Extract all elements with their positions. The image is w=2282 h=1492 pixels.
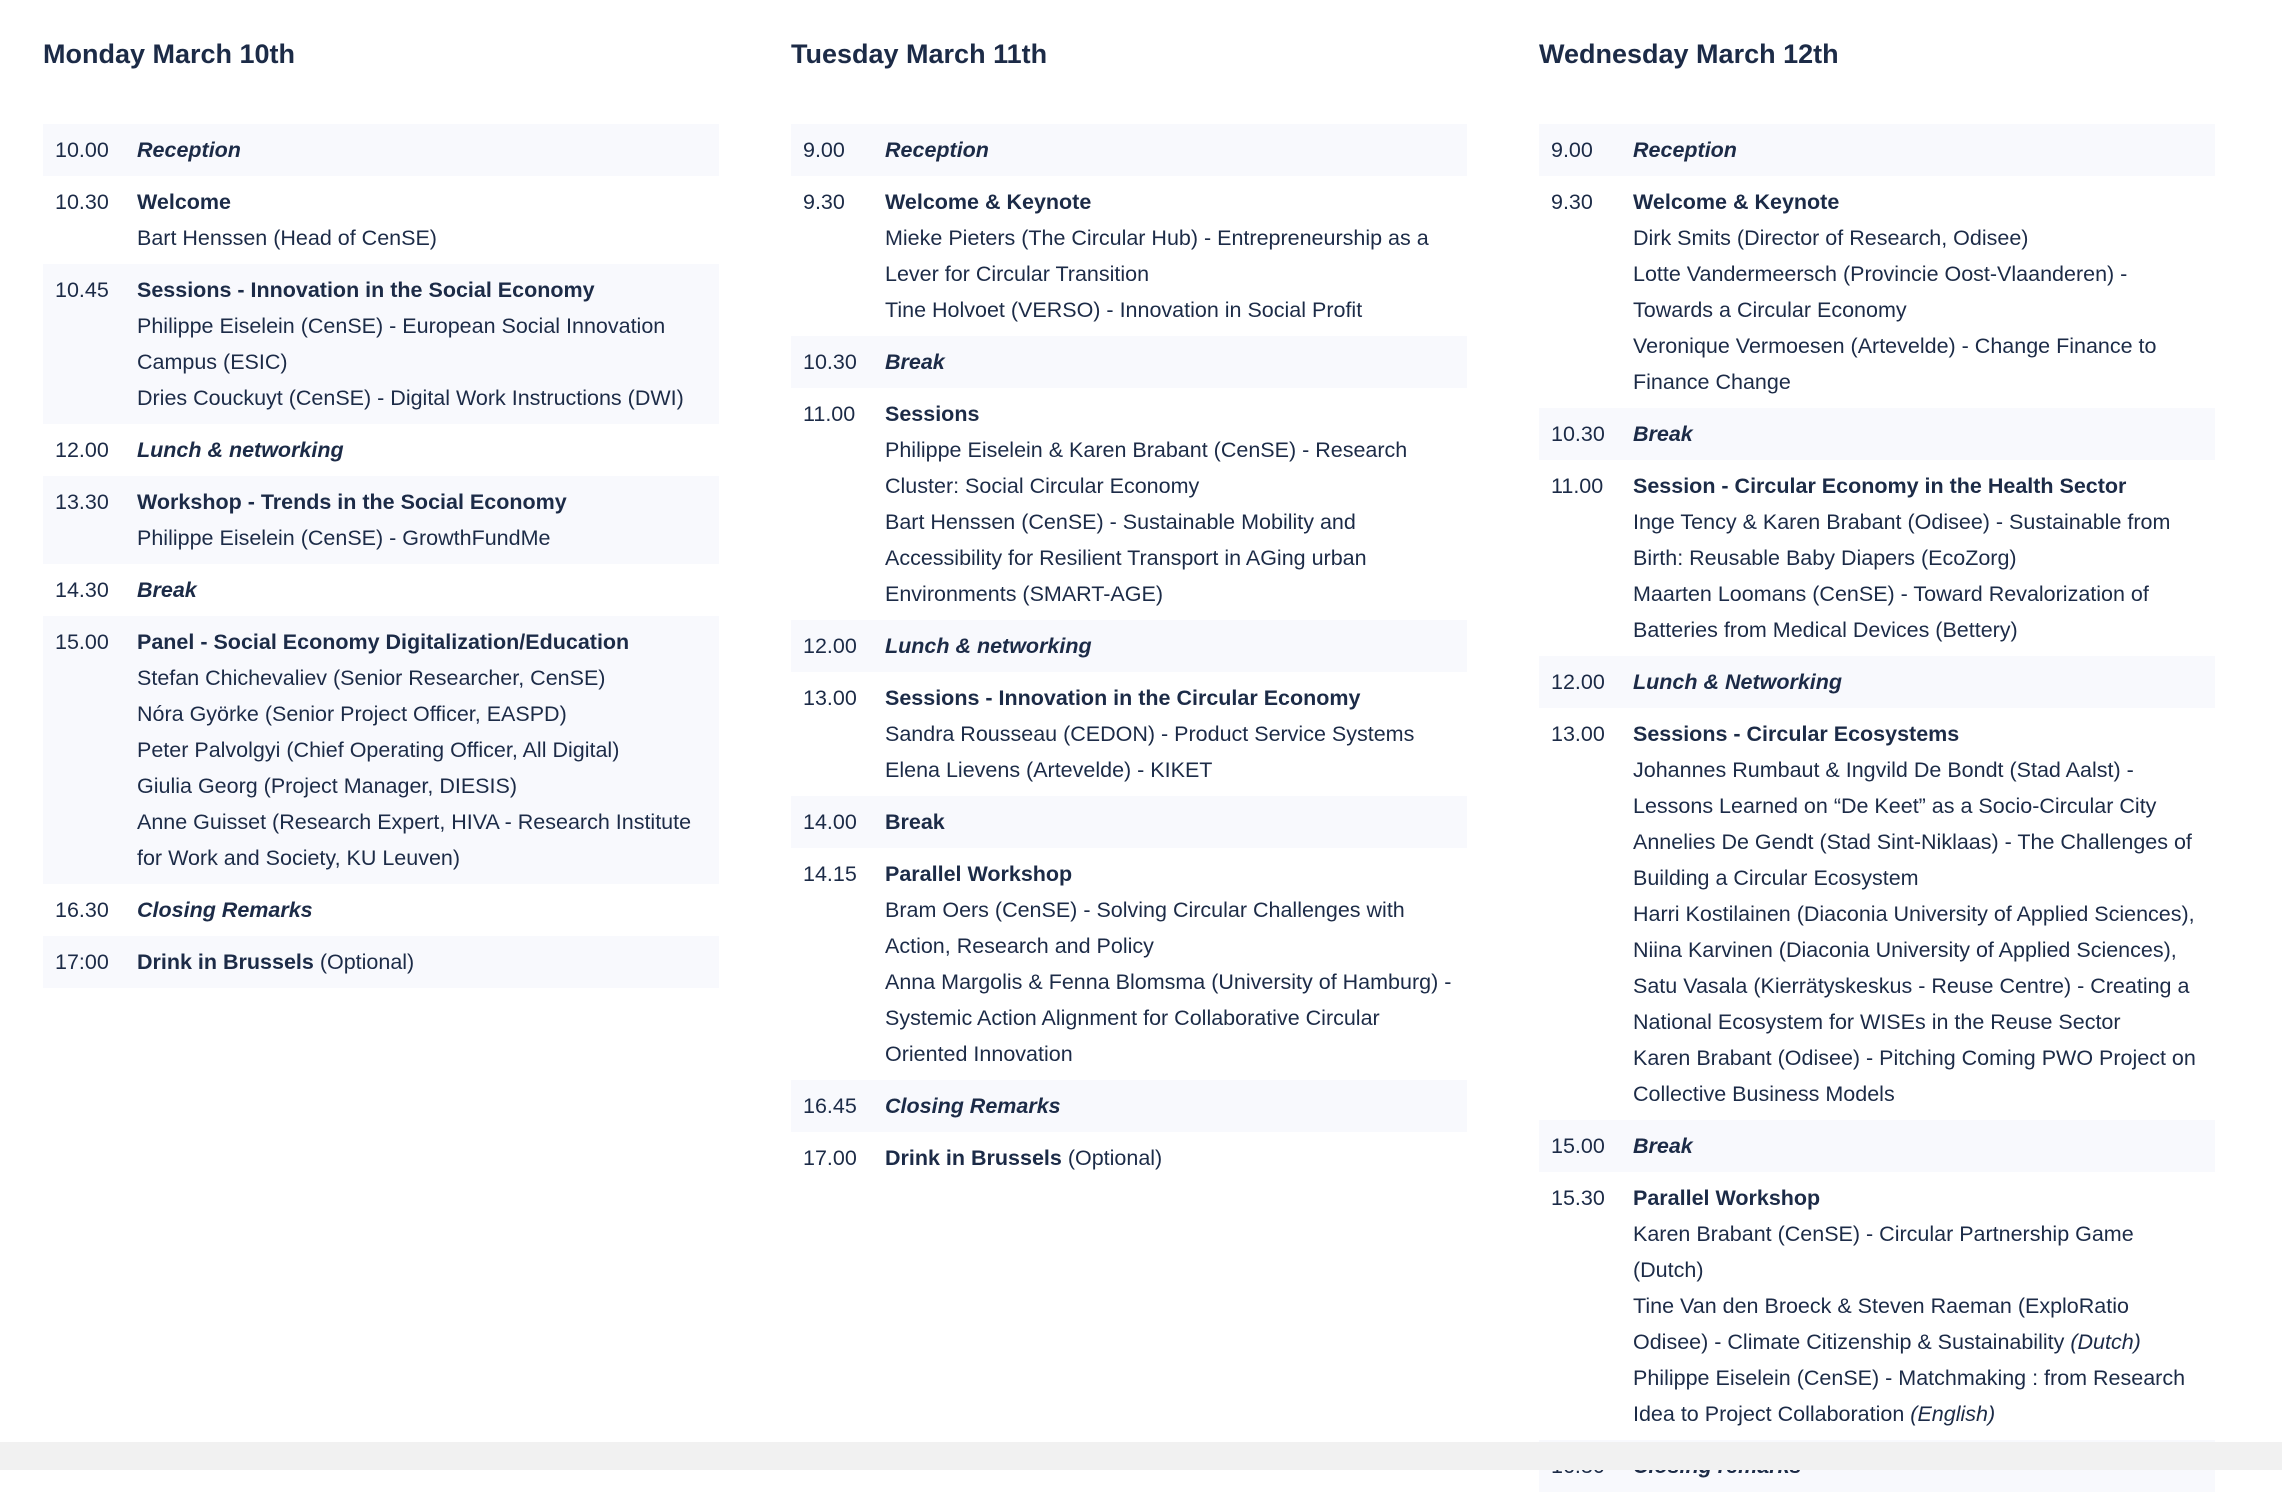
agenda-content — [1633, 132, 2215, 168]
agenda-row — [1539, 460, 2215, 656]
agenda-heading — [1633, 664, 2201, 700]
agenda-list — [43, 124, 719, 988]
agenda-content — [1633, 716, 2215, 1112]
agenda-row — [791, 336, 1467, 388]
speaker-text: Anna Margolis & Fenna Blomsma (University of Hamburg) - Systemic Action Alignment for Collaborative Circular Oriented Innovation — [885, 970, 1452, 1066]
speaker-text: Inge Tency & Karen Brabant (Odisee) - Sustainable from Birth: Reusable Baby Diapers (EcoZorg) — [1633, 510, 2171, 570]
agenda-title: Parallel Workshop — [1633, 1186, 1821, 1210]
agenda-speaker-line — [1633, 752, 2201, 824]
agenda-row — [1539, 656, 2215, 708]
agenda-content — [137, 272, 719, 416]
agenda-heading — [885, 396, 1453, 432]
agenda-row — [43, 176, 719, 264]
agenda-time: 10.00 — [55, 138, 109, 162]
agenda-time: 13.00 — [803, 686, 857, 710]
agenda-content — [885, 856, 1467, 1072]
agenda-title: Break — [137, 578, 197, 602]
agenda-heading — [885, 680, 1453, 716]
agenda-row — [43, 476, 719, 564]
agenda-heading — [137, 944, 705, 980]
agenda-content — [885, 804, 1467, 840]
agenda-title: Reception — [137, 138, 241, 162]
agenda-content — [1633, 468, 2215, 648]
agenda-content — [137, 184, 719, 256]
agenda-heading — [885, 804, 1453, 840]
agenda-content — [885, 344, 1467, 380]
agenda-speaker-line — [885, 504, 1453, 612]
agenda-heading — [137, 484, 705, 520]
agenda-speaker-line — [885, 432, 1453, 504]
agenda-title: Drink in Brussels — [885, 1146, 1062, 1170]
agenda-time: 16.45 — [803, 1094, 857, 1118]
agenda-title: Lunch & networking — [137, 438, 344, 462]
day-column — [1539, 34, 2215, 1492]
agenda-title: Parallel Workshop — [885, 862, 1073, 886]
agenda-content — [885, 396, 1467, 612]
day-title: Monday March 10th — [43, 39, 296, 69]
agenda-heading — [885, 344, 1453, 380]
agenda-content — [137, 432, 719, 468]
agenda-content — [137, 132, 719, 168]
language-note: (Dutch) — [2070, 1330, 2141, 1354]
agenda-title: Reception — [885, 138, 989, 162]
agenda-heading — [137, 272, 705, 308]
agenda-heading — [885, 184, 1453, 220]
agenda-time: 14.15 — [803, 862, 857, 886]
agenda-row — [791, 796, 1467, 848]
agenda-title: Closing Remarks — [885, 1094, 1061, 1118]
agenda-row — [43, 884, 719, 936]
speaker-text: Karen Brabant (CenSE) - Circular Partnership Game (Dutch) — [1633, 1222, 2134, 1282]
speaker-text: Philippe Eiselein & Karen Brabant (CenSE) - Research Cluster: Social Circular Economy — [885, 438, 1408, 498]
agenda-title: Sessions - Circular Ecosystems — [1633, 722, 1960, 746]
speaker-text: Harri Kostilainen (Diaconia University of Applied Sciences), Niina Karvinen (Diaconia University of Applied Sciences), Satu Vasala (Kierrätyskeskus - Reuse Centre) - Creating a National Ecosystem for WISEs in the Reuse Sector — [1633, 902, 2195, 1034]
agenda-row — [43, 616, 719, 884]
agenda-time: 13.30 — [55, 490, 109, 514]
agenda-time: 15.00 — [55, 630, 109, 654]
agenda-content — [137, 944, 719, 980]
agenda-heading — [137, 624, 705, 660]
agenda-time: 17:00 — [55, 950, 109, 974]
agenda-title: Panel - Social Economy Digitalization/Education — [137, 630, 630, 654]
speaker-text: Johannes Rumbaut & Ingvild De Bondt (Stad Aalst) - Lessons Learned on “De Keet” as a Socio-Circular City — [1633, 758, 2157, 818]
speaker-text: Maarten Loomans (CenSE) - Toward Revalorization of Batteries from Medical Devices (Bettery) — [1633, 582, 2149, 642]
agenda-content — [1633, 416, 2215, 452]
agenda-speaker-line — [1633, 220, 2201, 256]
agenda-speaker-line — [885, 892, 1453, 964]
agenda-speaker-line — [1633, 1040, 2201, 1112]
agenda-row — [791, 176, 1467, 336]
agenda-content — [137, 484, 719, 556]
speaker-text: Annelies De Gendt (Stad Sint-Niklaas) - The Challenges of Building a Circular Ecosystem — [1633, 830, 2192, 890]
agenda-title: Break — [1633, 1134, 1693, 1158]
speaker-text: Stefan Chichevaliev (Senior Researcher, CenSE) — [137, 666, 606, 690]
agenda-heading — [137, 892, 705, 928]
agenda-content — [137, 624, 719, 876]
agenda-row — [43, 424, 719, 476]
agenda-content — [1633, 184, 2215, 400]
agenda-row — [791, 1080, 1467, 1132]
agenda-speaker-line — [1633, 1216, 2201, 1288]
agenda-row — [1539, 408, 2215, 460]
agenda-title: Closing Remarks — [137, 898, 313, 922]
agenda-content — [137, 892, 719, 928]
speaker-text: Karen Brabant (Odisee) - Pitching Coming PWO Project on Collective Business Models — [1633, 1046, 2196, 1106]
agenda-heading — [1633, 416, 2201, 452]
agenda-speaker-line — [1633, 896, 2201, 1040]
speaker-text: Bram Oers (CenSE) - Solving Circular Challenges with Action, Research and Policy — [885, 898, 1405, 958]
speaker-text: Nóra Györke (Senior Project Officer, EASPD) — [137, 702, 567, 726]
agenda-title: Reception — [1633, 138, 1737, 162]
agenda-row — [43, 124, 719, 176]
agenda-title-suffix: (Optional) — [313, 950, 415, 974]
agenda-row — [1539, 124, 2215, 176]
agenda-heading — [1633, 716, 2201, 752]
agenda-row — [791, 848, 1467, 1080]
agenda-title: Drink in Brussels — [137, 950, 314, 974]
speaker-text: Bart Henssen (CenSE) - Sustainable Mobility and Accessibility for Resilient Transport in AGing urban Environments (SMART-AGE) — [885, 510, 1367, 606]
speaker-text: Philippe Eiselein (CenSE) - European Social Innovation Campus (ESIC) — [137, 314, 666, 374]
speaker-text: Giulia Georg (Project Manager, DIESIS) — [137, 774, 517, 798]
agenda-title: Break — [885, 810, 945, 834]
agenda-speaker-line — [1633, 256, 2201, 328]
agenda-speaker-line — [137, 732, 705, 768]
agenda-speaker-line — [885, 716, 1453, 752]
agenda-heading — [1633, 1128, 2201, 1164]
agenda-heading — [137, 132, 705, 168]
agenda-content — [1633, 664, 2215, 700]
agenda-list — [1539, 124, 2215, 1492]
agenda-content — [885, 680, 1467, 788]
agenda-row — [43, 264, 719, 424]
agenda-speaker-line — [137, 380, 705, 416]
agenda-time: 14.00 — [803, 810, 857, 834]
agenda-time: 14.30 — [55, 578, 109, 602]
agenda-time: 10.45 — [55, 278, 109, 302]
agenda-speaker-line — [137, 308, 705, 380]
agenda-row — [791, 388, 1467, 620]
agenda-title: Welcome — [137, 190, 231, 214]
day-title: Tuesday March 11th — [791, 39, 1048, 69]
agenda-speaker-line — [885, 752, 1453, 788]
agenda-speaker-line — [1633, 504, 2201, 576]
day-title: Wednesday March 12th — [1539, 39, 1839, 69]
agenda-time: 9.00 — [803, 138, 845, 162]
agenda-title: Welcome & Keynote — [885, 190, 1092, 214]
agenda-time: 10.30 — [1551, 422, 1605, 446]
agenda-time: 15.00 — [1551, 1134, 1605, 1158]
agenda-heading — [1633, 184, 2201, 220]
agenda-row — [1539, 1120, 2215, 1172]
agenda-content — [885, 1088, 1467, 1124]
agenda-time: 16.30 — [55, 898, 109, 922]
agenda-speaker-line — [137, 220, 705, 256]
bottom-bar — [0, 1442, 2282, 1470]
agenda-speaker-line — [1633, 576, 2201, 648]
agenda-heading — [885, 1140, 1453, 1176]
agenda-title: Lunch & networking — [885, 634, 1092, 658]
agenda-title-suffix: (Optional) — [1061, 1146, 1163, 1170]
agenda-speaker-line — [137, 520, 705, 556]
agenda-heading — [885, 628, 1453, 664]
speaker-text: Bart Henssen (Head of CenSE) — [137, 226, 437, 250]
agenda-row — [791, 620, 1467, 672]
agenda-row — [1539, 708, 2215, 1120]
speaker-text: Sandra Rousseau (CEDON) - Product Service Systems — [885, 722, 1415, 746]
agenda-heading — [137, 184, 705, 220]
agenda-list — [791, 124, 1467, 1184]
agenda-content — [885, 628, 1467, 664]
speaker-text: Philippe Eiselein (CenSE) - GrowthFundMe — [137, 526, 551, 550]
agenda-heading — [137, 432, 705, 468]
agenda-time: 12.00 — [803, 634, 857, 658]
speaker-text: Elena Lievens (Artevelde) - KIKET — [885, 758, 1213, 782]
agenda-row — [1539, 176, 2215, 408]
agenda-speaker-line — [885, 292, 1453, 328]
agenda-speaker-line — [137, 768, 705, 804]
agenda-row — [43, 936, 719, 988]
agenda-title: Session - Circular Economy in the Health Sector — [1633, 474, 2127, 498]
agenda-title: Sessions - Innovation in the Circular Economy — [885, 686, 1361, 710]
agenda-content — [885, 132, 1467, 168]
language-note: (English) — [1910, 1402, 1996, 1426]
speaker-text: Peter Palvolgyi (Chief Operating Officer, All Digital) — [137, 738, 620, 762]
agenda-speaker-line — [885, 964, 1453, 1072]
agenda-time: 11.00 — [1551, 474, 1604, 498]
agenda-heading — [885, 1088, 1453, 1124]
agenda-content — [1633, 1128, 2215, 1164]
speaker-text: Philippe Eiselein (CenSE) - Matchmaking : from Research Idea to Project Collaboration — [1633, 1366, 2186, 1426]
agenda-row — [791, 1132, 1467, 1184]
agenda-time: 15.30 — [1551, 1186, 1605, 1210]
agenda-row — [43, 564, 719, 616]
speaker-text: Tine Holvoet (VERSO) - Innovation in Social Profit — [885, 298, 1363, 322]
agenda-speaker-line — [137, 804, 705, 876]
agenda-time: 10.30 — [55, 190, 109, 214]
agenda-speaker-line — [1633, 328, 2201, 400]
agenda-speaker-line — [885, 220, 1453, 292]
agenda-speaker-line — [137, 696, 705, 732]
agenda-time: 17.00 — [803, 1146, 857, 1170]
agenda-time: 12.00 — [1551, 670, 1605, 694]
speaker-text: Dries Couckuyt (CenSE) - Digital Work Instructions (DWI) — [137, 386, 684, 410]
agenda-title: Break — [885, 350, 945, 374]
agenda-title: Welcome & Keynote — [1633, 190, 1840, 214]
agenda-title: Sessions - Innovation in the Social Economy — [137, 278, 595, 302]
agenda-row — [791, 124, 1467, 176]
speaker-text: Anne Guisset (Research Expert, HIVA - Research Institute for Work and Society, KU Leuven) — [137, 810, 692, 870]
agenda-time: 9.00 — [1551, 138, 1593, 162]
agenda-content — [885, 1140, 1467, 1176]
agenda-time: 9.30 — [803, 190, 845, 214]
speaker-text: Dirk Smits (Director of Research, Odisee) — [1633, 226, 2029, 250]
agenda-title: Lunch & Networking — [1633, 670, 1843, 694]
agenda-content — [1633, 1180, 2215, 1432]
agenda-time: 10.30 — [803, 350, 857, 374]
agenda-time: 11.00 — [803, 402, 856, 426]
agenda-heading — [1633, 468, 2201, 504]
speaker-text: Mieke Pieters (The Circular Hub) - Entrepreneurship as a Lever for Circular Transition — [885, 226, 1429, 286]
agenda-content — [137, 572, 719, 608]
agenda-time: 13.00 — [1551, 722, 1605, 746]
speaker-text: Lotte Vandermeersch (Provincie Oost-Vlaanderen) - Towards a Circular Economy — [1633, 262, 2128, 322]
agenda-title: Workshop - Trends in the Social Economy — [137, 490, 567, 514]
agenda-speaker-line — [1633, 1360, 2201, 1432]
agenda-speaker-line — [1633, 824, 2201, 896]
agenda-heading — [1633, 1180, 2201, 1216]
agenda-row — [1539, 1172, 2215, 1440]
agenda-title: Sessions — [885, 402, 980, 426]
agenda-heading — [885, 856, 1453, 892]
agenda-title: Break — [1633, 422, 1693, 446]
speaker-text: Tine Van den Broeck & Steven Raeman (ExploRatio Odisee) - Climate Citizenship & Sustainability — [1633, 1294, 2129, 1354]
agenda-speaker-line — [137, 660, 705, 696]
agenda-content — [885, 184, 1467, 328]
day-column — [791, 34, 1467, 1184]
agenda-speaker-line — [1633, 1288, 2201, 1360]
agenda-row — [791, 672, 1467, 796]
speaker-text: Veronique Vermoesen (Artevelde) - Change Finance to Finance Change — [1633, 334, 2157, 394]
agenda-time: 9.30 — [1551, 190, 1593, 214]
agenda-time: 12.00 — [55, 438, 109, 462]
agenda-heading — [1633, 132, 2201, 168]
agenda-heading — [885, 132, 1453, 168]
agenda-heading — [137, 572, 705, 608]
day-column — [43, 34, 719, 988]
